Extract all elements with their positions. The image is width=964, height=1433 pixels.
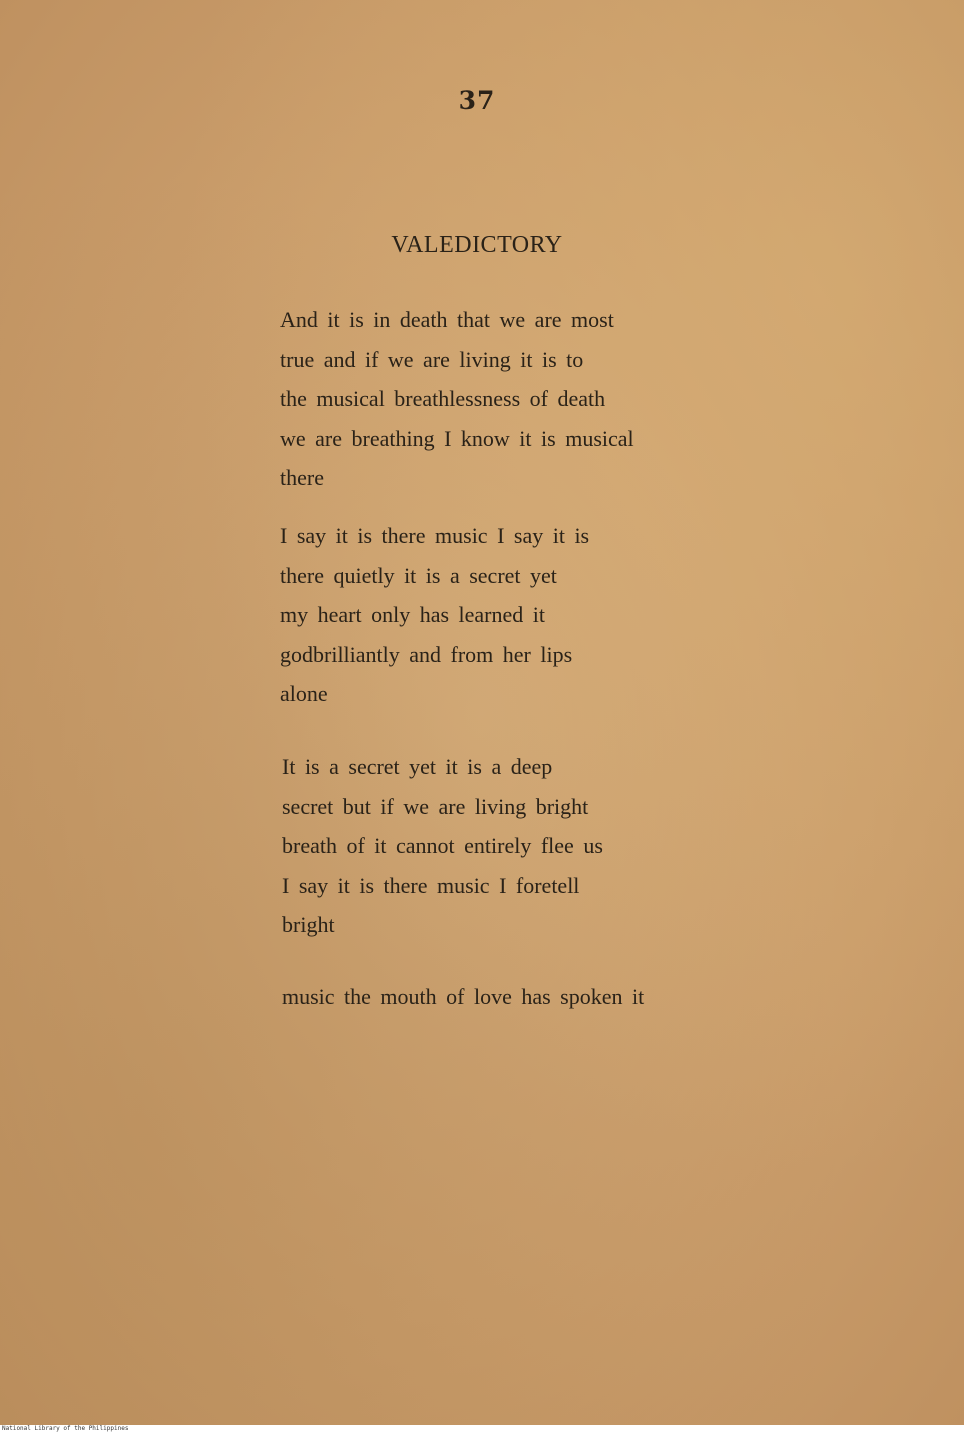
poem-line: And it is in death that we are most — [280, 307, 614, 332]
poem-title: VALEDICTORY — [391, 232, 563, 258]
poem-line: there — [280, 465, 324, 490]
poem-line: the musical breathlessness of death — [280, 386, 606, 411]
stanza-3 — [282, 747, 603, 945]
poem-line: I say it is there music I foretell — [282, 872, 580, 898]
poem-line: true and if we are living it is to — [280, 346, 584, 372]
poem-line: there quietly it is a secret yet — [280, 562, 557, 588]
page-number: 37 — [458, 86, 496, 115]
poem-line: my heart only has learned it — [280, 602, 545, 627]
poem-line: bright — [282, 912, 335, 937]
poem-line: It is a secret yet it is a deep — [282, 754, 553, 779]
poem-line: godbrilliantly and from her lips — [280, 641, 573, 667]
poem-line: alone — [280, 681, 328, 706]
poem-line: we are breathing I know it is musical — [280, 425, 634, 451]
poem-line: music the mouth of love has spoken it — [282, 984, 645, 1009]
poem-line: breath of it cannot entirely flee us — [282, 833, 603, 858]
poem-line: I say it is there music I say it is — [280, 523, 590, 548]
stanza-4 — [282, 977, 644, 1017]
library-footer: National Library of the Philippines — [2, 1425, 129, 1432]
poem-line: secret but if we are living bright — [282, 793, 589, 819]
stanza-2 — [280, 516, 589, 714]
stanza-1 — [280, 300, 634, 498]
